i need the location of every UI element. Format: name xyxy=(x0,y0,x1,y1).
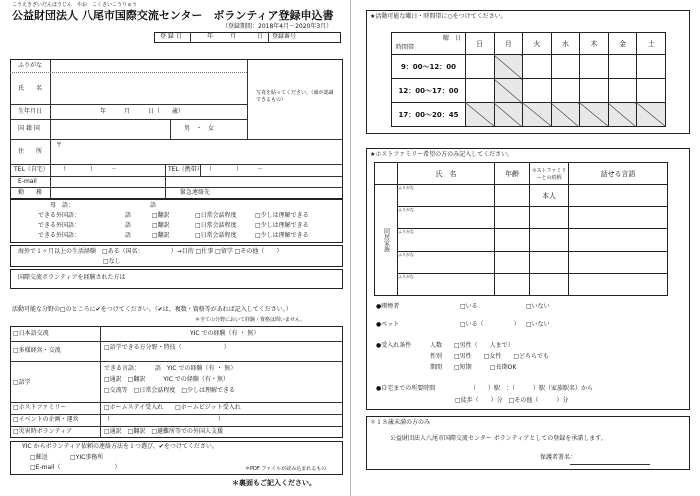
tel-home-label: TEL（自宅） xyxy=(14,166,49,173)
schedule-corner xyxy=(392,33,466,55)
page-divider xyxy=(350,0,351,496)
activities-header: 活動可能な分野の□のところに✔をつけてください。（✔は、複数・資格等があれば記入してください。） xyxy=(12,306,292,313)
activity-language[interactable]: □語学 xyxy=(13,379,31,386)
schedule-cell[interactable] xyxy=(551,79,580,103)
accept-persons[interactable]: 人数 □男性（ 人まで） xyxy=(430,342,514,349)
schedule-cell[interactable] xyxy=(523,55,552,79)
email-label: E-mail xyxy=(18,178,37,185)
schedule-cell[interactable] xyxy=(523,79,552,103)
lang-suffix: 語 xyxy=(125,222,132,229)
schedule-cell[interactable] xyxy=(466,79,495,103)
lang-suffix: 語 xyxy=(125,232,132,239)
day-header: 土 xyxy=(637,33,666,55)
time-slot-label: 17：00～20：45 xyxy=(392,103,466,127)
minor-note: ＊１８歳未満の方のみ xyxy=(370,419,431,426)
host-language-cell[interactable] xyxy=(569,229,668,251)
address-label: 住 所 xyxy=(18,148,43,155)
schedule-cell-unavailable xyxy=(494,103,523,127)
host-family-table xyxy=(374,162,668,296)
smoker-yes[interactable]: □いる xyxy=(460,303,478,310)
host-age-cell[interactable] xyxy=(495,207,530,229)
schedule-cell-unavailable xyxy=(551,103,580,127)
activity-japanese[interactable]: □日本語交流 xyxy=(13,330,49,337)
lang-option-conversation[interactable]: □日常会話程度 xyxy=(195,232,237,239)
overseas-none-option[interactable]: □なし xyxy=(103,258,121,265)
emergency-label: 緊急連絡先 xyxy=(180,189,211,196)
host-row-label: 同居家族 xyxy=(375,185,398,296)
host-language-cell[interactable] xyxy=(569,185,668,207)
host-language-cell[interactable] xyxy=(569,251,668,273)
schedule-cell[interactable] xyxy=(580,79,609,103)
schedule-cell[interactable] xyxy=(608,55,637,79)
reg-date-label: 登 録 日 xyxy=(160,33,182,40)
host-col-name: 氏 名 xyxy=(398,163,495,185)
page-title: 公益財団法人 八尾市国際交流センター ボランティア登録申込書 xyxy=(12,9,334,22)
pet-question: ●ペット xyxy=(376,321,400,328)
activity-event[interactable]: □イベントの企画・運営 xyxy=(13,416,79,423)
time-slot-label: 12：00～17：00 xyxy=(392,79,466,103)
accept-question: ●受入れ条件 xyxy=(376,342,412,349)
host-age-cell[interactable] xyxy=(495,185,530,207)
schedule-cell[interactable] xyxy=(551,55,580,79)
experience-label: 国際交流ボランティアを経験された方は xyxy=(18,274,126,281)
mother-tongue-suffix: 語 xyxy=(150,202,157,209)
tel-mobile-label: TEL（携帯） xyxy=(168,166,203,173)
pdf-note: ＊PDF ファイルが読み込まれるもの xyxy=(245,466,327,472)
travel-station[interactable]: （ ）駅 ：（ ）駅（家族駅名）から xyxy=(470,385,594,392)
guardian-signature-line[interactable] xyxy=(570,464,650,465)
activity-language-detail[interactable]: できる言語： 語 YIC での経験（有 ・ 無） xyxy=(104,365,237,372)
schedule-cell[interactable] xyxy=(608,79,637,103)
host-furigana[interactable]: ふりがな xyxy=(398,185,495,207)
reg-date-box xyxy=(154,32,341,43)
schedule-grid xyxy=(391,32,666,127)
schedule-cell-unavailable xyxy=(494,55,523,79)
back-page-note: ＊裏面もご記入ください。 xyxy=(232,479,316,487)
activities-note: ＊全ての分野において経験・資格は問いません。 xyxy=(195,317,306,323)
activity-host-detail[interactable]: □ホームステイ受入れ □ホームビジット受入れ xyxy=(104,404,241,411)
lang-option-translate[interactable]: □翻訳 xyxy=(152,222,170,229)
personal-info-box xyxy=(10,59,343,199)
time-slot-label: 9：00～12：00 xyxy=(392,55,466,79)
schedule-cell[interactable] xyxy=(466,55,495,79)
guardian-signature-label: 保護者署名： xyxy=(540,454,577,461)
work-label: 勤 務 xyxy=(18,189,43,196)
mother-tongue-label: 母 語： xyxy=(50,202,75,209)
host-furigana[interactable]: ふりがな xyxy=(398,207,495,229)
days-label: 曜 日 xyxy=(442,35,461,42)
pet-yes[interactable]: □いる（ ） xyxy=(460,321,520,328)
schedule-cell[interactable] xyxy=(637,55,666,79)
birth-format: 年 月 日（ 歳） xyxy=(100,108,185,115)
host-age-cell[interactable] xyxy=(495,251,530,273)
title-ruby: こうえきざいだんほうじん やお こくさいこうりゅう xyxy=(12,2,138,8)
lang-option-understand[interactable]: □少しは理解できる xyxy=(255,232,309,239)
schedule-cell-unavailable xyxy=(466,103,495,127)
host-family-header: ★ホストファミリー希望の方のみ記入してください。 xyxy=(370,151,514,158)
lang-option-conversation[interactable]: □日常会話程度 xyxy=(195,222,237,229)
lang-row-label: できる外国語： xyxy=(38,222,81,229)
host-relation-cell[interactable] xyxy=(530,229,569,251)
activity-disaster[interactable]: □災害時ボランティア xyxy=(13,428,73,435)
host-language-cell[interactable] xyxy=(569,207,668,229)
smoker-no[interactable]: □いない xyxy=(526,303,550,310)
lang-option-conversation[interactable]: □日常会話程度 xyxy=(195,212,237,219)
reg-month: 月 xyxy=(230,33,237,40)
schedule-cell-unavailable xyxy=(523,103,552,127)
host-language-cell[interactable] xyxy=(569,273,668,295)
contact-yic-option[interactable]: □YIC事務所 xyxy=(70,454,104,461)
day-header: 木 xyxy=(580,33,609,55)
host-age-cell[interactable] xyxy=(495,273,530,295)
lang-option-translate[interactable]: □翻訳 xyxy=(152,212,170,219)
contact-email-option[interactable]: □E-mail（ ） xyxy=(30,464,121,471)
lang-row-label: できる外国語： xyxy=(38,232,81,239)
lang-suffix: 語 xyxy=(125,212,132,219)
schedule-cell[interactable] xyxy=(637,79,666,103)
contact-method-label: YIC からボランティア依頼の連絡方法を１つ選び、✔をつけてください。 xyxy=(22,443,218,450)
sex-options[interactable]: 男 ・ 女 xyxy=(184,125,215,132)
host-relation-cell[interactable] xyxy=(530,207,569,229)
host-corner xyxy=(375,163,398,185)
accept-long[interactable]: □長期OK xyxy=(490,364,517,371)
host-relation-cell[interactable] xyxy=(530,251,569,273)
host-col-relation: ホストファミリーとの続柄 xyxy=(530,163,569,185)
schedule-cell-unavailable xyxy=(608,103,637,127)
postal-mark: 〒 xyxy=(56,142,63,149)
schedule-cell-unavailable xyxy=(580,103,609,127)
reg-no-label: 登録番号 xyxy=(272,33,297,40)
day-header: 月 xyxy=(494,33,523,55)
host-relation-cell[interactable] xyxy=(530,273,569,295)
activity-culture-detail[interactable]: □語学できる方分野・特技（ ） xyxy=(104,344,230,351)
smoker-question: ●喫煙者 xyxy=(376,303,400,310)
host-furigana[interactable]: ふりがな xyxy=(398,273,495,295)
nationality-label: 国 籍 国 xyxy=(18,125,40,132)
consent-text: 公益財団法人八尾市国際交流センター ボランティアとしての登録を承諾します。 xyxy=(390,435,607,442)
lang-option-understand[interactable]: □少しは理解できる xyxy=(255,222,309,229)
activity-culture[interactable]: □多様経営・交流 xyxy=(13,347,61,354)
contact-mail-option[interactable]: □郵送 xyxy=(30,454,48,461)
day-header: 金 xyxy=(608,33,637,55)
host-self: 本人 xyxy=(530,185,569,207)
activity-event-detail[interactable]: （ ） xyxy=(104,416,225,423)
name-label: 氏 名 xyxy=(18,85,43,92)
furigana-label: ふりがな xyxy=(18,62,43,69)
photo-note: 写真を貼ってください。（顔が認識できるもの） xyxy=(256,90,334,103)
overseas-question[interactable]: 海外で１ヶ月以上の生活経験 □ある（国名： ）→目的 □仕事 □留学 □その他（ ） xyxy=(18,248,283,255)
lang-option-translate[interactable]: □翻訳 xyxy=(152,232,170,239)
accept-period[interactable]: 期間 □短期 xyxy=(430,364,472,371)
schedule-cell-unavailable xyxy=(494,79,523,103)
activity-host-family[interactable]: □ホストファミリー xyxy=(13,404,67,411)
travel-transport[interactable]: □徒歩（ ）分 □その他（ ）分 xyxy=(455,397,569,404)
reg-day: 日 xyxy=(257,33,264,40)
schedule-cell[interactable] xyxy=(580,55,609,79)
day-header: 日 xyxy=(466,33,495,55)
birth-label: 生年月日 xyxy=(18,108,43,115)
host-furigana[interactable]: ふりがな xyxy=(398,251,495,273)
activity-disaster-detail[interactable]: □通訳 □翻訳 □避難所等での外国人支援 xyxy=(104,428,224,435)
activity-japanese-detail[interactable]: YIC での経験（有 ・ 無） xyxy=(190,330,260,337)
reg-year: 年 xyxy=(207,33,214,40)
host-col-age: 年齢 xyxy=(495,163,530,185)
travel-time-question: ●自宅までの所要時間 xyxy=(376,385,436,392)
host-age-cell[interactable] xyxy=(495,229,530,251)
lang-row-label: できる外国語： xyxy=(38,212,81,219)
lang-option-understand[interactable]: □少しは理解できる xyxy=(255,212,309,219)
schedule-cell-unavailable xyxy=(637,103,666,127)
schedule-header: ★活動可能な曜日・時間帯に○をつけてください。 xyxy=(370,13,507,20)
day-header: 火 xyxy=(523,33,552,55)
accept-sex[interactable]: 性別 □男性 □女性 □どちらでも xyxy=(430,353,549,360)
host-col-language: 話せる言語 xyxy=(569,163,668,185)
day-header: 水 xyxy=(551,33,580,55)
host-furigana[interactable]: ふりがな xyxy=(398,229,495,251)
pet-no[interactable]: □いない xyxy=(526,321,550,328)
validity-period: （登録期間：2018年4月～2020年3月） xyxy=(222,23,333,30)
time-label: 時間帯 xyxy=(396,44,415,51)
